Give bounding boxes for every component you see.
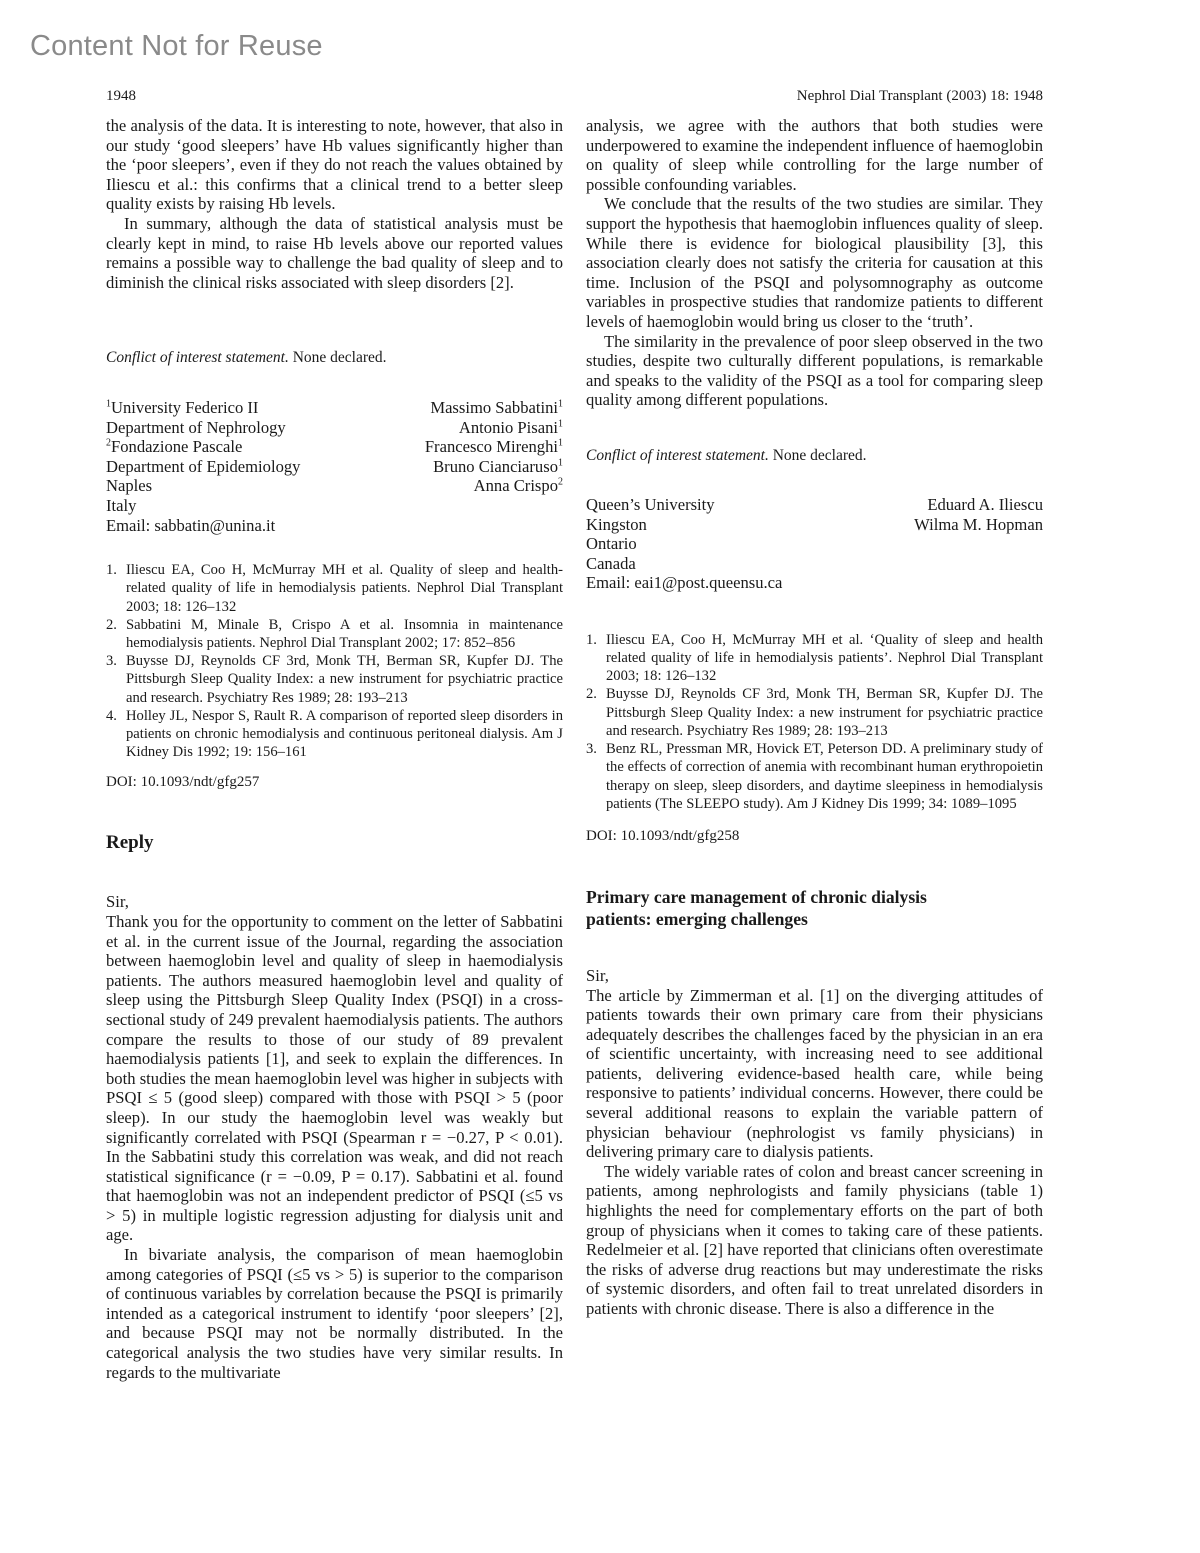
affiliation-line: Naples xyxy=(106,476,153,496)
coi-label: Conflict of interest statement. xyxy=(106,349,289,366)
paragraph: the analysis of the data. It is interesting to note, however, that also in our study ‘good sleepers’ have Hb values significantly higher than the ‘poor sleepers’, even if they do not reach the values obtained by Iliescu et al.: this confirms that a clinical trend to a better sleep quality exists by raising Hb levels. xyxy=(106,116,563,214)
reference-item: 3. Benz RL, Pressman MR, Hovick ET, Peterson DD. A preliminary study of the effects of correction of anemia with recombinant human erythropoietin therapy on sleep, sleep disorders, and daytime sleepiness in hemodialysis patients (The SLEEPO study). Am J Kidney Dis 1999; 34: 1089–1095 xyxy=(586,741,1043,812)
paragraph: The similarity in the prevalence of poor sleep observed in the two studies, despite two culturally different populations, is remarkable and speaks to the validity of the PSQI as a tool for comparing sleep quality among different populations. xyxy=(586,331,1043,410)
author: Francesco Mirenghi$^1$ xyxy=(424,437,563,457)
coi-text: None declared. xyxy=(768,446,867,464)
affiliation xyxy=(586,495,782,593)
affiliation-line: Department of Nephrology xyxy=(106,417,286,437)
author-list xyxy=(914,495,1043,593)
reference-item: 4. Holley JL, Nespor S, Rault R. A comparison of reported sleep disorders in patients on chronic hemodialysis and continuous peritoneal dialysis. Am J Kidney Dis 1992; 19: 156–161 xyxy=(106,707,563,761)
left-column xyxy=(106,116,563,1382)
section-heading-reply: Reply xyxy=(106,832,154,854)
watermark: Content Not for Reuse xyxy=(30,30,323,62)
coi-label: Conflict of interest statement. xyxy=(586,446,769,464)
email[interactable]: Email: eai1@post.queensu.ca xyxy=(586,573,783,593)
journal-citation: Nephrol Dial Transplant (2003) 18: 1948 xyxy=(796,88,1043,104)
paragraph: We conclude that the results of the two studies are similar. They support the hypothesis that haemoglobin influences quality of sleep. While there is evidence for biological plausibility [3], this association clearly does not satisfy the criteria for causation at this time. Inclusion of the PSQI and polysomnography as outcome variables in prospective studies that randomize patients to different levels of haemoglobin would bring us closer to the ‘truth’. xyxy=(586,194,1043,331)
reference-item: 2. Buysse DJ, Reynolds CF 3rd, Monk TH, Berman SR, Kupfer DJ. The Pittsburgh Sleep Quality Index: a new instrument for psychiatric practice and research. Psychiatry Res 1989; 28: 193–213 xyxy=(586,686,1043,739)
conflict-of-interest xyxy=(586,446,1043,465)
author: Eduard A. Iliescu xyxy=(927,494,1043,514)
author: Massimo Sabbatini$^1$ xyxy=(430,398,563,417)
paragraph: The article by Zimmerman et al. [1] on the diverging attitudes of patients towards their own primary care from their physicians adequately describes the challenges faced by the physician in an era of scientific uncertainty, with increasing need to see additional patients, delivering evidence-based health care, while being responsive to patients’ individual concerns. However, there could be several additional reasons to explain the variable pattern of physician behaviour (nephrologist vs family physicians) in delivering primary care to dialysis patients. xyxy=(586,985,1043,1162)
affiliation-line: $^1$University Federico II xyxy=(106,398,259,417)
affiliation-line: Canada xyxy=(586,553,636,573)
reference-item: 3. Buysse DJ, Reynolds CF 3rd, Monk TH, Berman SR, Kupfer DJ. The Pittsburgh Sleep Quality Index: a new instrument for psychiatric practice and research. Psychiatry Res 1989; 28: 193–213 xyxy=(106,653,563,706)
reference-item: 2. Sabbatini M, Minale B, Crispo A et al. Insomnia in maintenance hemodialysis patients. Nephrol Dial Transplant 2002; 17: 852–856 xyxy=(106,616,563,651)
author: Anna Crispo$^2$ xyxy=(473,476,563,496)
page-number: 1948 xyxy=(106,88,136,104)
coi-text: None declared. xyxy=(288,349,387,366)
author-list xyxy=(425,398,563,535)
salutation: Sir, xyxy=(106,892,129,912)
reference-list xyxy=(106,561,563,761)
paragraph: Thank you for the opportunity to comment on the letter of Sabbatini et al. in the current issue of the Journal, regarding the association between haemoglobin level and quality of sleep in haemodialysis patients. The authors measured haemoglobin level and quality of sleep using the Pittsburgh Sleep Quality Index (PSQI) in a cross-sectional study of 249 prevalent haemodialysis patients. The authors compare the results to those of our study of 89 prevalent haemodialysis patients [1], and seek to explain the differences. In both studies the mean haemoglobin level was higher in subjects with PSQI ≤ 5 (good sleep) compared with those with PSQI > 5 (poor sleep). In our study the haemoglobin level was weakly but significantly correlated with PSQI (Spearman r = −0.27, P < 0.01). In the Sabbatini study this correlation was weak, and did not reach statistical significance (r = −0.09, P = 0.17). Sabbatini et al. found that haemoglobin was not an independent predictor of PSQI (≤5 vs > 5) in multiple logistic regression adjusting for dialysis unit and age. xyxy=(106,911,563,1245)
reference-item: 1. Iliescu EA, Coo H, McMurray MH et al. Quality of sleep and health-related quality of life in hemodialysis patients. Nephrol Dial Transplant 2003; 18: 126–132 xyxy=(106,562,563,615)
author-address-block xyxy=(106,398,563,535)
reference-item: 1. Iliescu EA, Coo H, McMurray MH et al. ‘Quality of sleep and health related quality of life in hemodialysis patients’. Nephrol Dial Transplant 2003; 18: 126–132 xyxy=(586,631,1043,685)
doi[interactable]: DOI: 10.1093/ndt/gfg258 xyxy=(586,827,740,844)
author: Bruno Cianciaruso$^1$ xyxy=(433,456,563,476)
doi[interactable]: DOI: 10.1093/ndt/gfg257 xyxy=(106,774,260,791)
reference-list xyxy=(586,631,1043,813)
affiliation-line: $^2$Fondazione Pascale xyxy=(106,437,243,457)
author: Antonio Pisani$^1$ xyxy=(458,417,563,437)
paragraph: In summary, although the data of statistical analysis must be clearly kept in mind, to raise Hb levels above our reported values remains a possible way to challenge the bad quality of sleep and to diminish the clinical risks associated with sleep disorders [2]. xyxy=(106,214,563,292)
conflict-of-interest xyxy=(106,348,563,367)
paragraph: analysis, we agree with the authors that both studies were underpowered to examine the independent influence of haemoglobin on quality of sleep while controlling for the large number of possible confounding variables. xyxy=(586,116,1043,194)
author-address-block xyxy=(586,495,1043,593)
author: Wilma M. Hopman xyxy=(914,514,1043,534)
paragraph: The widely variable rates of colon and breast cancer screening in patients, among nephrologists and family physicians (table 1) highlights the need for complementary efforts on the part of both group of physicians when it comes to taking care of these patients. Redelmeier et al. [2] have reported that clinicians often overestimate the risks of adverse drug reactions but may underestimate the risks of systemic disorders, and often fail to treat unrelated disorders in patients with chronic disease. There is also a difference in the xyxy=(586,1161,1043,1318)
affiliation-line: Department of Epidemiology xyxy=(106,456,301,476)
affiliation-line: Kingston xyxy=(586,514,647,534)
affiliation-line: Ontario xyxy=(586,534,637,554)
salutation: Sir, xyxy=(586,965,609,985)
affiliation-line: Italy xyxy=(106,495,137,515)
article-title: Primary care management of chronic dialysis patients: emerging challenges xyxy=(586,886,927,929)
affiliation-line: Queen’s University xyxy=(586,494,715,514)
right-column xyxy=(586,116,1043,1319)
affiliation xyxy=(106,398,300,535)
paragraph: In bivariate analysis, the comparison of mean haemoglobin among categories of PSQI (≤5 vs > 5) is superior to the comparison of continuous variables by correlation because the PSQI is primarily intended as a categorical instrument to identify ‘poor sleepers’ [2], and because PSQI may not be normally distributed. In the categorical analysis the two studies have very similar results. In regards to the multivariate xyxy=(106,1245,563,1382)
email[interactable]: Email: sabbatin@unina.it xyxy=(106,515,276,535)
